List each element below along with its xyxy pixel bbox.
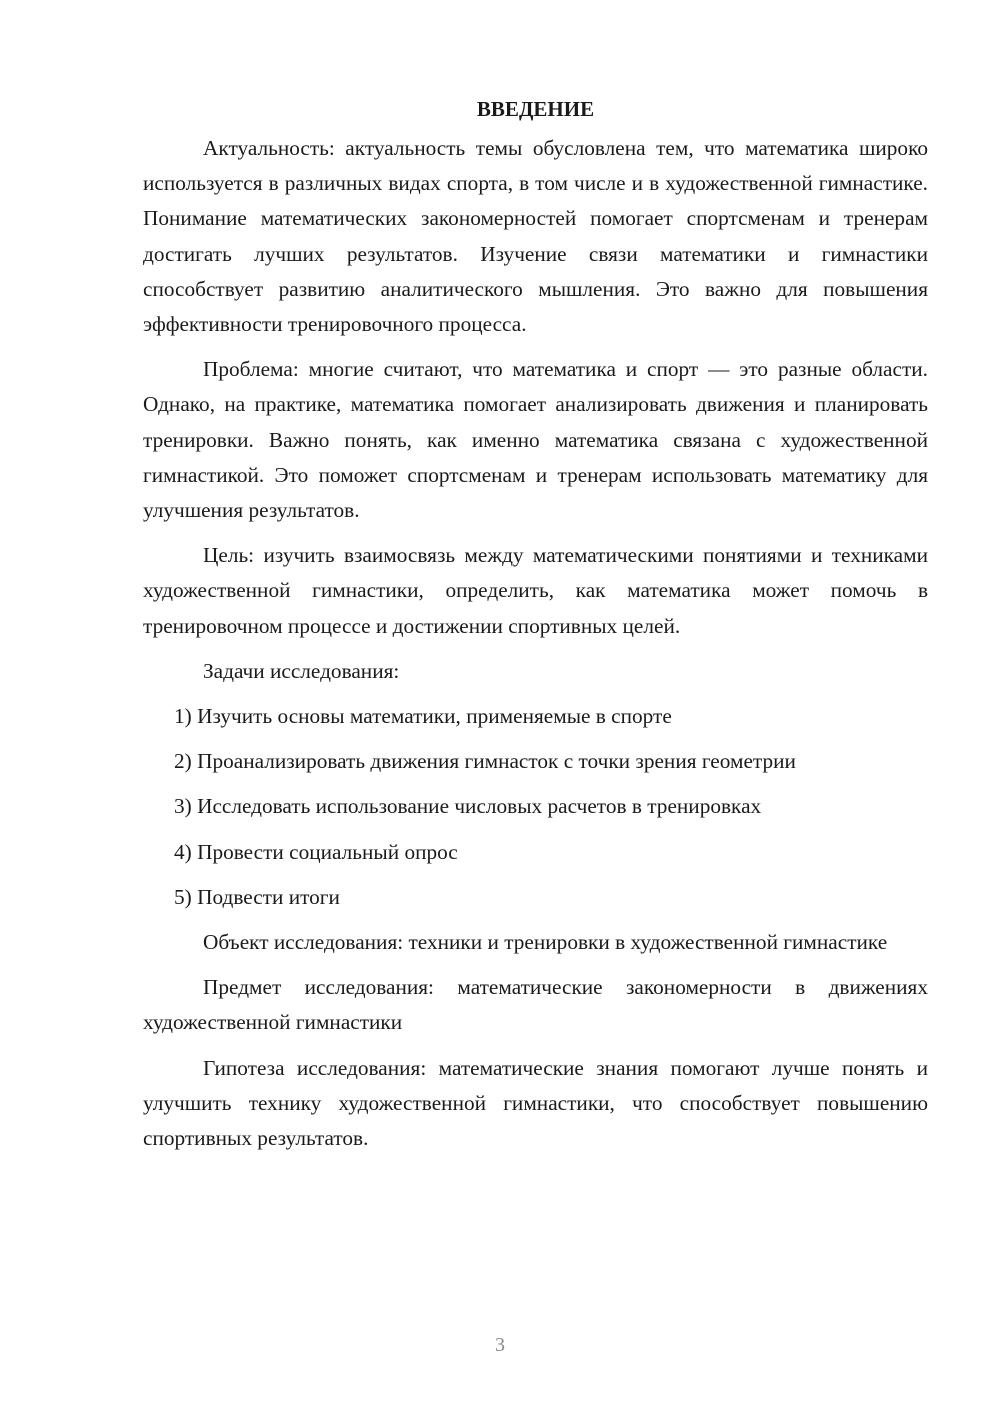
task-item: 3) Исследовать использование числовых расчетов в тренировках <box>174 794 762 819</box>
goal-paragraph: Цель: изучить взаимосвязь между математическими понятиями и техниками художественной гимнастики, определить, как математика может помочь в тренировочном процессе и достижении спортивных целей. <box>143 543 928 638</box>
document-heading: ВВЕДЕНИЕ <box>476 97 595 121</box>
document-page <box>143 92 928 1156</box>
subject-paragraph: Предмет исследования: математические закономерности в движениях художественной гимнастики <box>143 975 928 1035</box>
task-item: 2) Проанализировать движения гимнасток с точки зрения геометрии <box>174 749 796 774</box>
problem-paragraph: Проблема: многие считают, что математика и спорт — это разные области. Однако, на практике, математика помогает анализировать движения и планировать тренировки. Важно понять, как именно математика связана с художественной гимнастикой. Это поможет спортсменам и тренерам использовать математику для улучшения результатов. <box>143 357 928 523</box>
task-item: 5) Подвести итоги <box>174 884 340 909</box>
tasks-title: Задачи исследования: <box>203 658 400 683</box>
task-item: 1) Изучить основы математики, применяемые в спорте <box>174 704 672 729</box>
relevance-paragraph: Актуальность: актуальность темы обусловлена тем, что математика широко используется в различных видах спорта, в том числе и в художественной гимнастике. Понимание математических закономерностей помогает спортсменам и тренерам достигать лучших результатов. Изучение связи математики и гимнастики способствует развитию аналитического мышления. Это важно для повышения эффективности тренировочного процесса. <box>143 136 928 337</box>
task-item: 4) Провести социальный опрос <box>174 839 458 864</box>
hypothesis-paragraph: Гипотеза исследования: математические знания помогают лучше понять и улучшить технику художественной гимнастики, что способствует повышению спортивных результатов. <box>143 1055 928 1151</box>
task-list <box>143 699 928 915</box>
page-number: 3 <box>495 1334 505 1356</box>
object-paragraph: Объект исследования: техники и тренировки в художественной гимнастике <box>203 930 888 955</box>
